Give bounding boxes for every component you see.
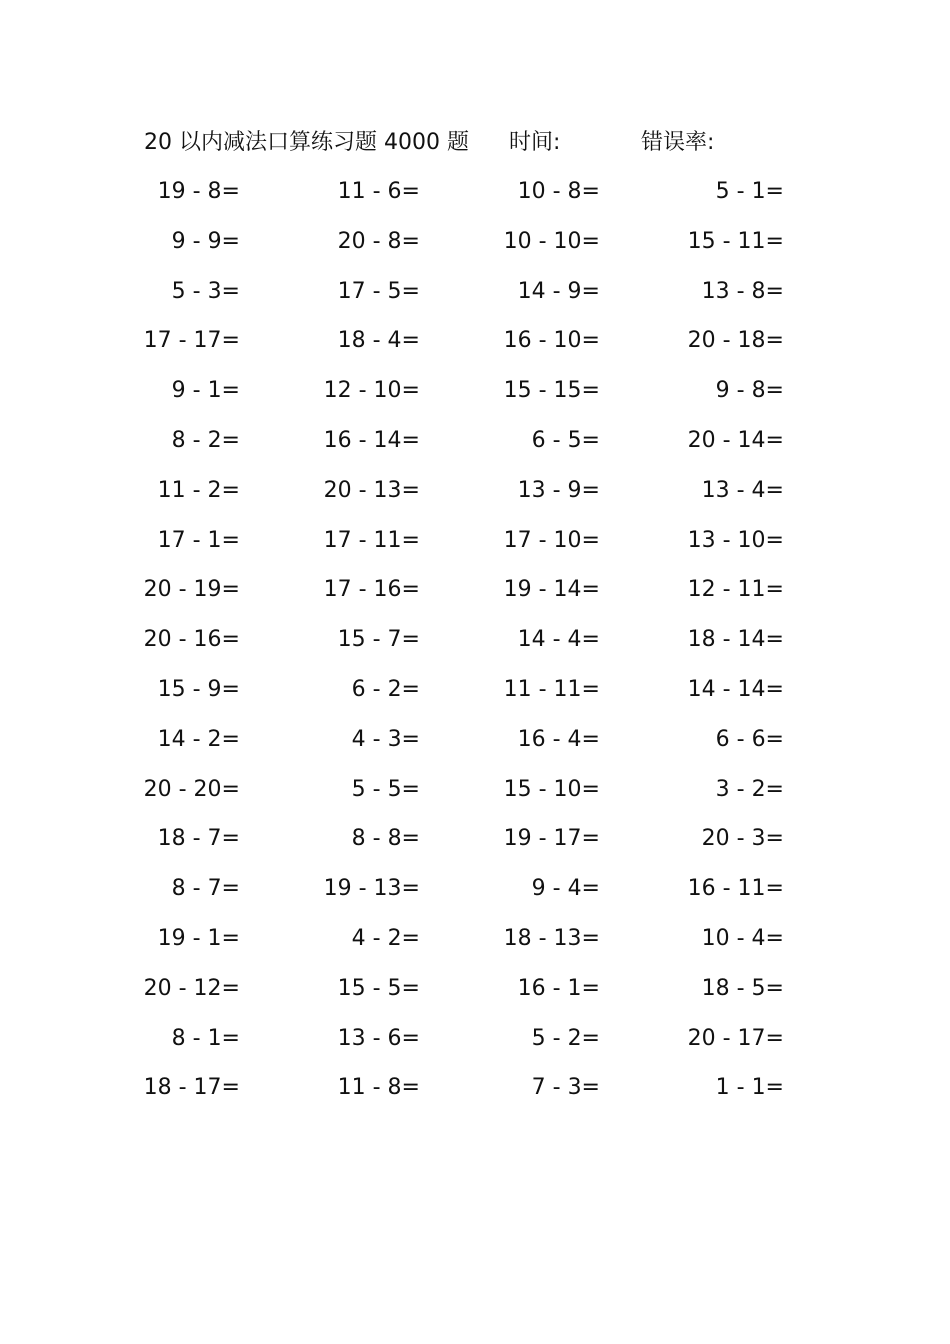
problem-row xyxy=(0,919,950,969)
problem-row xyxy=(0,570,950,620)
subtraction-problem: 5 - 3= xyxy=(171,278,240,304)
subtraction-problem: 15 - 10= xyxy=(503,776,600,802)
subtraction-problem: 8 - 1= xyxy=(171,1025,240,1051)
problem-row xyxy=(0,471,950,521)
subtraction-problem: 20 - 14= xyxy=(687,427,784,453)
subtraction-problem: 14 - 9= xyxy=(517,278,600,304)
subtraction-problem: 11 - 2= xyxy=(157,477,240,503)
subtraction-problem: 16 - 10= xyxy=(503,328,600,354)
subtraction-problem: 17 - 16= xyxy=(323,577,420,603)
subtraction-problem: 17 - 17= xyxy=(143,328,240,354)
subtraction-problem: 18 - 5= xyxy=(701,975,784,1001)
subtraction-problem: 14 - 14= xyxy=(687,676,784,702)
subtraction-problem: 6 - 6= xyxy=(715,726,784,752)
subtraction-problem: 14 - 4= xyxy=(517,627,600,653)
subtraction-problem: 10 - 8= xyxy=(517,179,600,204)
error-rate-label: 错误率: xyxy=(641,130,715,155)
subtraction-problem: 14 - 2= xyxy=(157,726,240,752)
subtraction-problem: 19 - 14= xyxy=(503,577,600,603)
problem-row xyxy=(0,969,950,1019)
subtraction-problem: 3 - 2= xyxy=(715,776,784,802)
subtraction-problem: 20 - 13= xyxy=(323,477,420,503)
subtraction-problem: 15 - 15= xyxy=(503,378,600,404)
problem-row xyxy=(0,321,950,371)
subtraction-problem: 20 - 3= xyxy=(701,826,784,852)
subtraction-problem: 13 - 6= xyxy=(337,1025,420,1051)
problem-row xyxy=(0,620,950,670)
subtraction-problem: 5 - 1= xyxy=(715,179,784,204)
problem-row xyxy=(0,1068,950,1118)
problem-grid xyxy=(0,172,950,1118)
subtraction-problem: 16 - 4= xyxy=(517,726,600,752)
subtraction-problem: 13 - 4= xyxy=(701,477,784,503)
problem-row xyxy=(0,222,950,272)
subtraction-problem: 13 - 9= xyxy=(517,477,600,503)
subtraction-problem: 19 - 8= xyxy=(157,179,240,204)
subtraction-problem: 16 - 11= xyxy=(687,876,784,902)
time-label: 时间: xyxy=(509,130,561,155)
subtraction-problem: 20 - 17= xyxy=(687,1025,784,1051)
subtraction-problem: 20 - 20= xyxy=(143,776,240,802)
subtraction-problem: 6 - 5= xyxy=(531,427,600,453)
subtraction-problem: 10 - 4= xyxy=(701,925,784,951)
subtraction-problem: 12 - 11= xyxy=(687,577,784,603)
subtraction-problem: 17 - 10= xyxy=(503,527,600,553)
subtraction-problem: 15 - 11= xyxy=(687,228,784,254)
subtraction-problem: 17 - 11= xyxy=(323,527,420,553)
subtraction-problem: 19 - 1= xyxy=(157,925,240,951)
subtraction-problem: 11 - 11= xyxy=(503,676,600,702)
subtraction-problem: 11 - 6= xyxy=(337,179,420,204)
problem-row xyxy=(0,172,950,222)
subtraction-problem: 15 - 5= xyxy=(337,975,420,1001)
subtraction-problem: 12 - 10= xyxy=(323,378,420,404)
subtraction-problem: 17 - 1= xyxy=(157,527,240,553)
subtraction-problem: 20 - 19= xyxy=(143,577,240,603)
subtraction-problem: 1 - 1= xyxy=(715,1075,784,1101)
subtraction-problem: 13 - 10= xyxy=(687,527,784,553)
subtraction-problem: 6 - 2= xyxy=(351,676,420,702)
subtraction-problem: 9 - 9= xyxy=(171,228,240,254)
problem-row xyxy=(0,819,950,869)
subtraction-problem: 9 - 4= xyxy=(531,876,600,902)
subtraction-problem: 7 - 3= xyxy=(531,1075,600,1101)
subtraction-problem: 5 - 2= xyxy=(531,1025,600,1051)
subtraction-problem: 4 - 3= xyxy=(351,726,420,752)
subtraction-problem: 18 - 13= xyxy=(503,925,600,951)
subtraction-problem: 20 - 18= xyxy=(687,328,784,354)
problem-row xyxy=(0,1019,950,1069)
subtraction-problem: 19 - 13= xyxy=(323,876,420,902)
subtraction-problem: 15 - 9= xyxy=(157,676,240,702)
subtraction-problem: 19 - 17= xyxy=(503,826,600,852)
subtraction-problem: 13 - 8= xyxy=(701,278,784,304)
problem-row xyxy=(0,770,950,820)
problem-row xyxy=(0,670,950,720)
subtraction-problem: 9 - 8= xyxy=(715,378,784,404)
subtraction-problem: 16 - 1= xyxy=(517,975,600,1001)
subtraction-problem: 8 - 2= xyxy=(171,427,240,453)
subtraction-problem: 16 - 14= xyxy=(323,427,420,453)
subtraction-problem: 10 - 10= xyxy=(503,228,600,254)
problem-row xyxy=(0,869,950,919)
subtraction-problem: 18 - 17= xyxy=(143,1075,240,1101)
problem-row xyxy=(0,371,950,421)
subtraction-problem: 20 - 12= xyxy=(143,975,240,1001)
problem-row xyxy=(0,272,950,322)
subtraction-problem: 4 - 2= xyxy=(351,925,420,951)
problem-row xyxy=(0,720,950,770)
subtraction-problem: 5 - 5= xyxy=(351,776,420,802)
subtraction-problem: 17 - 5= xyxy=(337,278,420,304)
problem-row xyxy=(0,421,950,471)
subtraction-problem: 9 - 1= xyxy=(171,378,240,404)
subtraction-problem: 8 - 8= xyxy=(351,826,420,852)
subtraction-problem: 11 - 8= xyxy=(337,1075,420,1101)
worksheet-title: 20 以内减法口算练习题 4000 题 xyxy=(144,130,469,155)
subtraction-problem: 18 - 7= xyxy=(157,826,240,852)
subtraction-problem: 8 - 7= xyxy=(171,876,240,902)
subtraction-problem: 20 - 8= xyxy=(337,228,420,254)
worksheet-header xyxy=(144,127,824,159)
subtraction-problem: 18 - 14= xyxy=(687,627,784,653)
subtraction-problem: 20 - 16= xyxy=(143,627,240,653)
subtraction-problem: 15 - 7= xyxy=(337,627,420,653)
subtraction-problem: 18 - 4= xyxy=(337,328,420,354)
problem-row xyxy=(0,521,950,571)
